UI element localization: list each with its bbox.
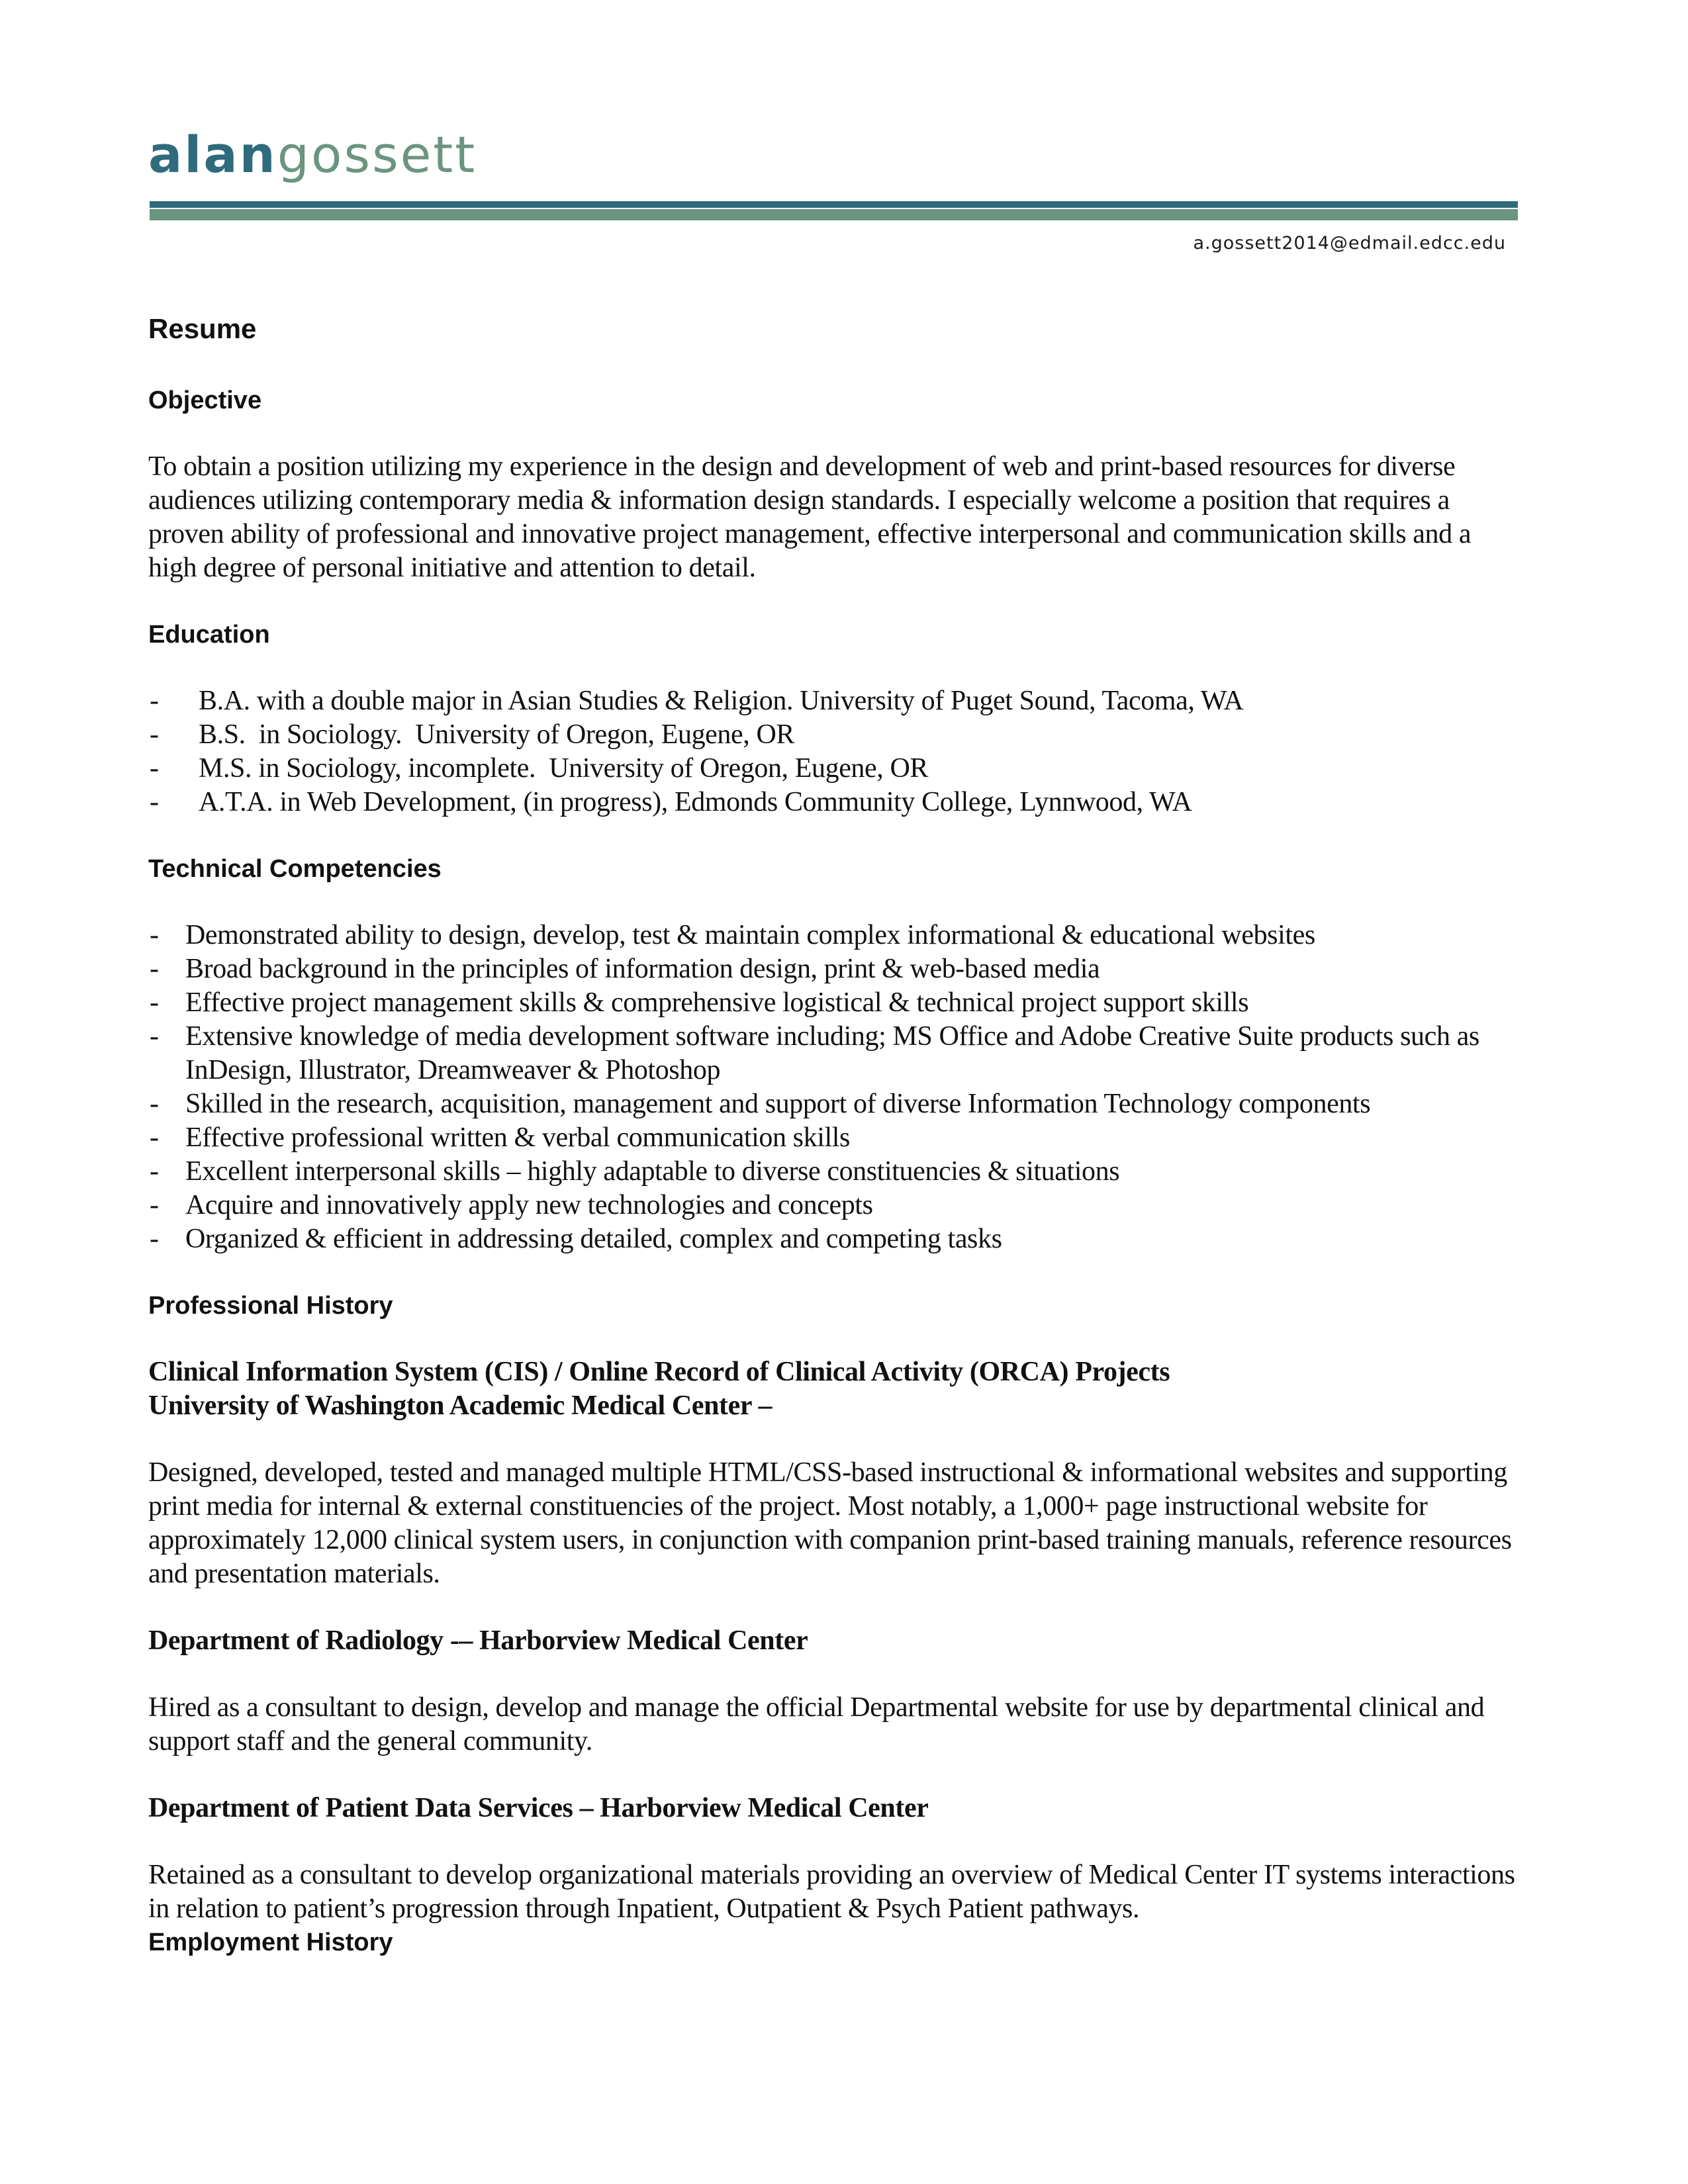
competency-text: Broad background in the principles of information design, print & web-based media [185,954,1100,984]
dash-bullet-icon: - [150,719,159,750]
dash-bullet-icon: - [150,686,159,716]
competency-text: Skilled in the research, acquisition, management and support of diverse Information Technology components [185,1089,1371,1119]
resume-content [148,311,1525,1959]
competency-text: Acquire and innovatively apply new technologies and concepts [185,1190,873,1220]
header-rule-light [150,209,1518,220]
history-entry [148,1792,1525,1926]
header-rule-dark [150,201,1518,208]
dash-bullet-icon: - [150,753,159,784]
competency-text: Excellent interpersonal skills – highly adaptable to diverse constituencies & situations [185,1156,1120,1187]
dash-bullet-icon: - [150,1122,159,1153]
competency-item [148,1121,1525,1155]
education-item-text: M.S. in Sociology, incomplete. University of Oregon, Eugene, OR [199,753,929,784]
competency-text: Demonstrated ability to design, develop, test & maintain complex informational & educational websites [185,920,1315,950]
professional-history-section [148,1289,1525,1926]
history-entry-description: Retained as a consultant to develop organizational materials providing an overview of Medical Center IT systems interactions in relation to patient’s progression through Inpatient, Outpatient & Psych Patient pathways. [148,1860,1515,1924]
dash-bullet-icon: - [150,954,159,984]
technical-competencies-section [148,852,1525,1256]
education-item [148,786,1525,819]
competency-item [148,952,1525,986]
competencies-list [148,919,1525,1256]
section-heading-objective: Objective [148,387,262,414]
education-item [148,752,1525,786]
section-heading-technical-competencies: Technical Competencies [148,855,442,883]
name-first: alan [148,125,277,184]
dash-bullet-icon: - [150,987,159,1018]
email-address[interactable]: a.gossett2014@edmail.edcc.edu [1193,233,1506,253]
objective-text: To obtain a position utilizing my experience in the design and development of web and print-based resources for diverse audiences utilizing contemporary media & information design standards. I especially welcome a position that requires a proven ability of professional and innovative project management, effective interpersonal and communication skills and a high degree of personal initiative and attention to detail. [148,451,1472,583]
history-entry-title: Clinical Information System (CIS) / Online Record of Clinical Activity (ORCA) Projects [148,1357,1170,1387]
name-last: gossett [277,125,477,184]
section-heading-professional-history: Professional History [148,1292,393,1320]
dash-bullet-icon: - [150,920,159,950]
history-entry-subtitle: University of Washington Academic Medical Center – [148,1390,773,1421]
history-entry-description: Hired as a consultant to design, develop and manage the official Departmental website for use by departmental clinical and support staff and the general community. [148,1692,1485,1756]
history-entry [148,1624,1525,1758]
competency-item [148,1155,1525,1189]
education-item-text: A.T.A. in Web Development, (in progress), Edmonds Community College, Lynnwood, WA [199,787,1192,817]
competency-text: Organized & efficient in addressing detailed, complex and competing tasks [185,1224,1002,1254]
competency-text: Effective project management skills & comprehensive logistical & technical project support skills [185,987,1249,1018]
dash-bullet-icon: - [150,1089,159,1119]
history-entry-description: Designed, developed, tested and managed multiple HTML/CSS-based instructional & informational websites and supporting print media for internal & external constituencies of the project. Most notably, a 1,000+ page instructional website for approximately 12,000 clinical system users, in conjunction with companion print-based training manuals, reference resources and presentation materials. [148,1457,1512,1589]
competency-text: Extensive knowledge of media development software including; MS Office and Adobe Creative Suite products such as InDesign, Illustrator, Dreamweaver & Photoshop [185,1021,1479,1085]
name-logo [148,125,477,184]
competency-item [148,986,1525,1020]
dash-bullet-icon: - [150,787,159,817]
competency-item [148,919,1525,952]
history-entry [148,1355,1525,1591]
education-list [148,684,1525,819]
competency-item [148,1189,1525,1222]
employment-history-section [148,1926,1525,1959]
education-section [148,618,1525,819]
dash-bullet-icon: - [150,1190,159,1220]
education-item-text: B.S. in Sociology. University of Oregon, Eugene, OR [199,719,794,750]
section-heading-employment-history: Employment History [148,1929,393,1956]
education-item [148,718,1525,752]
objective-section [148,384,1525,585]
history-entry-title: Department of Patient Data Services – Harborview Medical Center [148,1793,929,1823]
competency-item [148,1222,1525,1256]
competency-item [148,1087,1525,1121]
competency-item [148,1020,1525,1087]
section-heading-education: Education [148,621,270,649]
education-item-text: B.A. with a double major in Asian Studies & Religion. University of Puget Sound, Tacoma, WA [199,686,1244,716]
competency-text: Effective professional written & verbal communication skills [185,1122,850,1153]
dash-bullet-icon: - [150,1224,159,1254]
document-title: Resume [148,313,257,344]
history-entry-title: Department of Radiology -– Harborview Medical Center [148,1625,808,1656]
dash-bullet-icon: - [150,1021,159,1052]
education-item [148,684,1525,718]
dash-bullet-icon: - [150,1156,159,1187]
